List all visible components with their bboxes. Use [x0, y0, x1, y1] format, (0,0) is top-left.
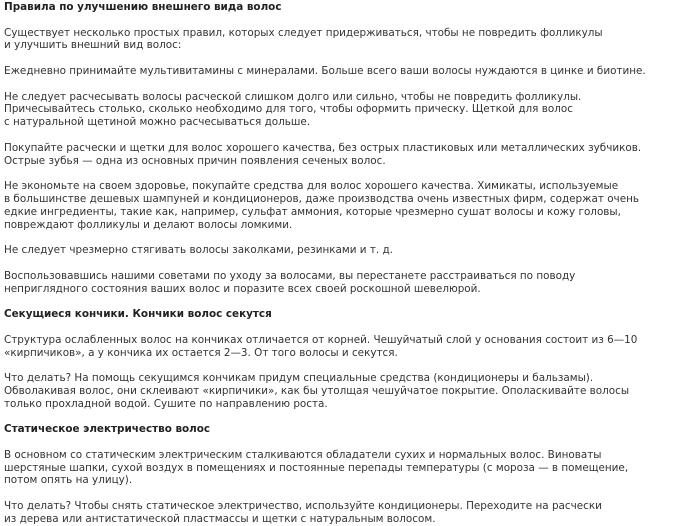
heading-line: Секущиеся кончики. Кончики волос секутся [4, 308, 272, 321]
paragraph-line: Не следует расчесывать волосы расческой слишком долго или сильно, чтобы не повредить фолликулы. [4, 90, 582, 103]
paragraph-line: с натуральной щетиной можно расчесываться дольше. [4, 116, 311, 129]
paragraph-line: потом опять на улицу). [4, 474, 133, 487]
paragraph-line: Что делать? Чтобы снять статическое электричество, используйте кондиционеры. Переходите на расчески [4, 500, 602, 513]
paragraph-line: Острые зубья — одна из основных причин появления сеченых волос. [4, 154, 386, 167]
paragraph-line: неприглядного состояния ваших волос и поразите всех своей роскошной шевелюрой. [4, 282, 481, 295]
paragraph-line: в большинстве дешевых шампуней и кондиционеров, даже производства очень известных фирм, содержат очень [4, 192, 640, 205]
heading-line: Статическое электричество волос [4, 423, 211, 436]
paragraph-line: Обволакивая волос, они склеивают «кирпичики», как бы утолщая чешуйчатое покрытие. Ополаскивайте волосы [4, 384, 630, 397]
paragraph-line: Причесывайтесь столько, сколько необходимо для того, чтобы оформить прическу. Щеткой для волос [4, 103, 573, 116]
heading-split-ends [4, 308, 684, 321]
paragraph-line: только прохладной водой. Сушите по направлению роста. [4, 397, 328, 410]
heading-hair-care-rules [4, 1, 684, 14]
paragraph-line: Ежедневно принимайте мультивитамины с минералами. Больше всего ваши волосы нуждаются в цинке и биотине. [4, 64, 646, 77]
paragraph-products [4, 180, 684, 231]
heading-static-electricity [4, 423, 684, 436]
paragraph-line: «кирпичиков», а у кончика их остается 2—3. От того волосы и секутся. [4, 346, 398, 359]
paragraph-static-causes [4, 449, 684, 487]
paragraph-vitamins [4, 65, 684, 78]
paragraph-brushes [4, 142, 684, 168]
paragraph-combing [4, 91, 684, 129]
paragraph-hair-ties [4, 244, 684, 257]
paragraph-split-ends-structure [4, 334, 684, 360]
paragraph-line: из дерева или антистатической пластмассы и щетки с натуральным волосом. [4, 512, 436, 525]
paragraph-line: повреждают фолликулы и делают волосы ломкими. [4, 218, 293, 231]
paragraph-line: Не следует чрезмерно стягивать волосы заколками, резинками и т. д. [4, 244, 393, 257]
paragraph-line: Что делать? На помощь секущимся кончикам придум специальные средства (кондиционеры и бальзамы). [4, 372, 594, 385]
paragraph-line: В основном со статическим электрическим сталкиваются обладатели сухих и нормальных волос. Виноваты [4, 448, 602, 461]
paragraph-line: Не экономьте на своем здоровье, покупайте средства для волос хорошего качества. Химикаты, используемые [4, 180, 619, 193]
paragraph-conclusion [4, 270, 684, 296]
paragraph-static-remedy [4, 500, 684, 526]
paragraph-intro [4, 27, 684, 53]
paragraph-line: Существует несколько простых правил, которых следует придерживаться, чтобы не повредить фолликулы [4, 26, 603, 39]
paragraph-line: Структура ослабленных волос на кончиках отличается от корней. Чешуйчатый слой у основания состоит из 6—10 [4, 333, 638, 346]
paragraph-line: Покупайте расчески и щетки для волос хорошего качества, без острых пластиковых или металлических зубчиков. [4, 141, 642, 154]
paragraph-line: Воспользовавшись нашими советами по уходу за волосами, вы перестанете расстраиваться по поводу [4, 269, 576, 282]
heading-line: Правила по улучшению внешнего вида волос [4, 1, 282, 13]
paragraph-line: едкие ингредиенты, такие как, например, сульфат аммония, которые чрезмерно сушат волосы и кожу головы, [4, 205, 621, 218]
paragraph-line: шерстяные шапки, сухой воздух в помещениях и постоянные перепады температуры (с мороза — в помещение, [4, 461, 629, 474]
paragraph-split-ends-remedy [4, 372, 684, 410]
paragraph-line: и улучшить внешний вид волос: [4, 39, 182, 52]
